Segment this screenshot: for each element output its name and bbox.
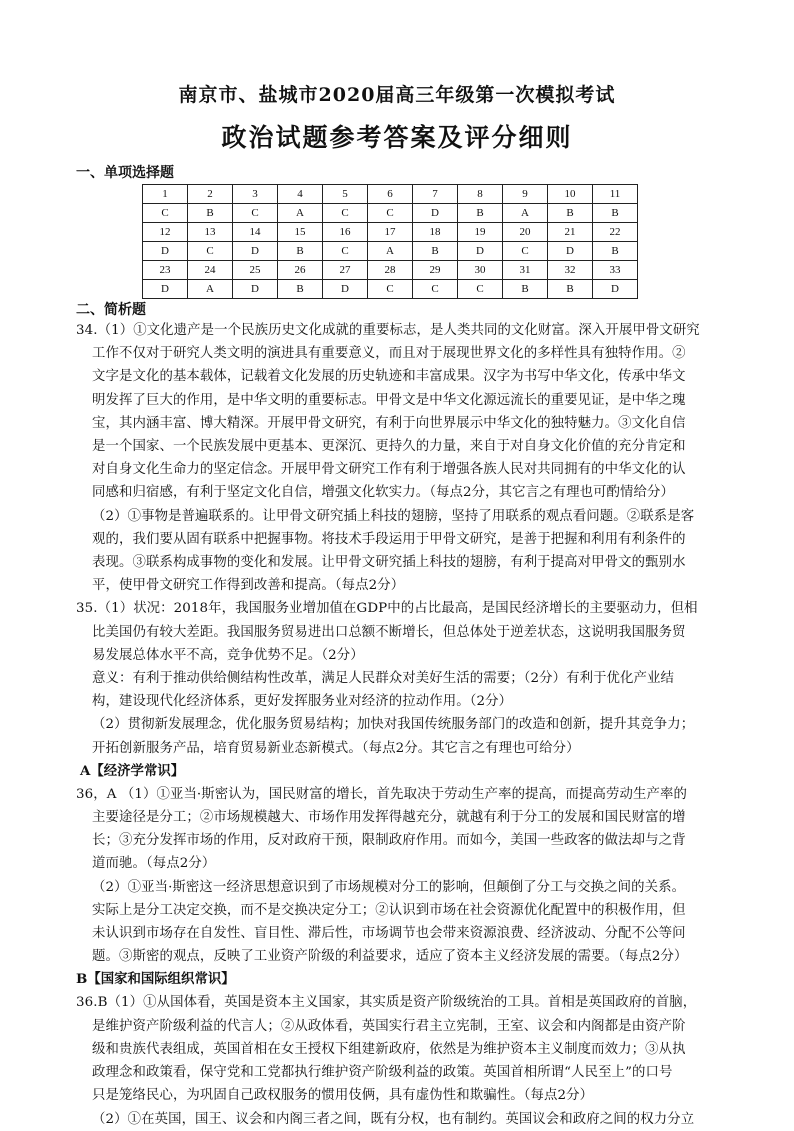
text-line: 政理念和政策看，保守党和工党都执行维护资产阶级利益的政策。英国首相所谓“人民至上”的口号: [92, 1065, 673, 1081]
answer-cell: C: [323, 242, 368, 261]
question-number-cell: 20: [503, 223, 548, 242]
question-number-cell: 3: [233, 185, 278, 204]
answer-cell: D: [233, 242, 278, 261]
question-number-cell: 17: [368, 223, 413, 242]
question-number-cell: 28: [368, 261, 413, 280]
answer-cell: D: [413, 204, 458, 223]
answer-cell: A: [503, 204, 548, 223]
question-number-cell: 13: [188, 223, 233, 242]
question-number-cell: 29: [413, 261, 458, 280]
question-number-cell: 19: [458, 223, 503, 242]
text-line: 未认识到市场存在自发性、盲目性、滞后性，市场调节也会带来资源浪费、经济波动、分配不公等问: [92, 926, 686, 942]
answer-cell: B: [548, 204, 593, 223]
answer-cell: A: [278, 204, 323, 223]
section1-heading: 一、单项选择题: [76, 165, 174, 181]
text-line: 实际上是分工决定交换，而不是交换决定分工；②认识到市场在社会资源优化配置中的积极作用，但: [92, 902, 686, 918]
question-number-cell: 31: [503, 261, 548, 280]
text-line: 36.B（1）①从国体看，英国是资本主义国家，其实质是资产阶级统治的工具。首相是英国政府的首脑，: [76, 995, 697, 1011]
exam-title: 南京市、盐城市2020届高三年级第一次模拟考试: [178, 84, 616, 106]
answer-cell: D: [593, 280, 638, 299]
answer-cell: B: [278, 280, 323, 299]
question-number-cell: 30: [458, 261, 503, 280]
answer-cell: C: [503, 242, 548, 261]
answer-cell: D: [323, 280, 368, 299]
question-number-cell: 16: [323, 223, 368, 242]
question-number-cell: 27: [323, 261, 368, 280]
answer-cell: C: [413, 280, 458, 299]
answer-cell: C: [188, 242, 233, 261]
question-number-cell: 15: [278, 223, 323, 242]
text-line: （2）①亚当·斯密这一经济思想意识到了市场规模对分工的影响，但颠倒了分工与交换之间的关系。: [92, 879, 686, 895]
text-line: 是一个国家、一个民族发展中更基本、更深沉、更持久的力量，来自于对自身文化价值的充分肯定和: [92, 439, 686, 455]
text-line: 道而驰。（每点2分）: [92, 856, 216, 872]
answer-row: [143, 242, 638, 261]
question-number-cell: 9: [503, 185, 548, 204]
text-line: 长；③充分发挥市场的作用，反对政府干预，限制政府作用。而如今，美国一些政客的做法却与之背: [92, 833, 686, 849]
text-line: 平，使甲骨文研究工作得到改善和提高。（每点2分）: [92, 578, 405, 594]
answer-cell: B: [458, 204, 503, 223]
text-line: 文字是文化的基本载体，记载着文化发展的历史轨迹和丰富成果。汉字为书写中华文化，传承中华文: [92, 369, 686, 385]
answer-cell: B: [548, 280, 593, 299]
answer-cell: C: [233, 204, 278, 223]
question-number-cell: 6: [368, 185, 413, 204]
question-number-cell: 18: [413, 223, 458, 242]
text-line: 对自身文化生命力的坚定信念。开展甲骨文研究工作有利于增强各族人民对共同拥有的中华文化的认: [92, 462, 686, 478]
question-number-cell: 24: [188, 261, 233, 280]
text-line: 同感和归宿感，有利于坚定文化自信，增强文化软实力。（每点2分，其它言之有理也可酌情给分）: [92, 485, 675, 501]
text-line: 题。③斯密的观点，反映了工业资产阶级的利益要求，适应了资本主义经济发展的需要。（每点2分）: [92, 949, 688, 965]
question-number-cell: 25: [233, 261, 278, 280]
answer-cell: C: [458, 280, 503, 299]
question-number-cell: 21: [548, 223, 593, 242]
text-line: 易发展总体水平不高，竞争优势不足。（2分）: [92, 647, 364, 663]
answer-cell: A: [188, 280, 233, 299]
text-line: （2）贯彻新发展理念，优化服务贸易结构；加快对我国传统服务部门的改造和创新，提升其竞争力；: [92, 717, 695, 733]
text-line: 表现。③联系构成事物的变化和发展。让甲骨文研究插上科技的翅膀，有利于提高对甲骨文的甄别水: [92, 555, 686, 571]
question-number-row: [143, 185, 638, 204]
section2-heading: 二、简析题: [76, 302, 146, 318]
answer-cell: B: [278, 242, 323, 261]
question-number-cell: 22: [593, 223, 638, 242]
answer-cell: C: [323, 204, 368, 223]
answer-cell: B: [593, 204, 638, 223]
question-number-cell: 11: [593, 185, 638, 204]
answer-row: [143, 280, 638, 299]
section2-body: [76, 319, 718, 760]
answer-cell: C: [143, 204, 188, 223]
answer-cell: D: [143, 280, 188, 299]
sectionA-body: [76, 783, 718, 969]
question-number-cell: 14: [233, 223, 278, 242]
question-number-cell: 26: [278, 261, 323, 280]
question-number-cell: 2: [188, 185, 233, 204]
question-number-cell: 8: [458, 185, 503, 204]
answer-cell: D: [233, 280, 278, 299]
question-number-cell: 23: [143, 261, 188, 280]
text-line: 意义：有利于推动供给侧结构性改革，满足人民群众对美好生活的需要；（2分）有利于优化产业结: [92, 671, 675, 687]
sectionA-heading: A【经济学常识】: [80, 762, 185, 779]
question-number-cell: 12: [143, 223, 188, 242]
answer-cell: B: [188, 204, 233, 223]
answer-cell: B: [593, 242, 638, 261]
answer-row: [143, 204, 638, 223]
answer-cell: A: [368, 242, 413, 261]
text-line: 36，A （1）①亚当·斯密认为，国民财富的增长，首先取决于劳动生产率的提高，而提高劳动生产率的: [76, 786, 687, 802]
answer-cell: C: [368, 204, 413, 223]
text-line: 宝，其内涵丰富、博大精深。开展甲骨文研究，有利于向世界展示中华文化的独特魅力。③文化自信: [92, 415, 686, 431]
answer-table: [142, 184, 638, 299]
text-line: 是维护资产阶级利益的代言人；②从政体看，英国实行君主立宪制，王室、议会和内阁都是由资产阶: [92, 1018, 686, 1034]
answer-cell: C: [368, 280, 413, 299]
question-number-cell: 32: [548, 261, 593, 280]
text-line: 明发挥了巨大的作用，是中华文明的重要标志。甲骨文是中华文化源远流长的重要见证，是中华之瑰: [92, 392, 686, 408]
question-number-row: [143, 261, 638, 280]
text-line: 开拓创新服务产品，培育贸易新业态新模式。（每点2分。其它言之有理也可给分）: [92, 740, 580, 756]
question-number-cell: 4: [278, 185, 323, 204]
question-number-cell: 7: [413, 185, 458, 204]
answer-cell: D: [548, 242, 593, 261]
question-number-cell: 33: [593, 261, 638, 280]
answer-cell: B: [503, 280, 548, 299]
text-line: 工作不仅对于研究人类文明的演进具有重要意义，而且对于展现世界文化的多样性具有独特作用。②: [92, 346, 686, 362]
question-number-cell: 10: [548, 185, 593, 204]
question-number-row: [143, 223, 638, 242]
text-line: 主要途径是分工；②市场规模越大、市场作用发挥得越充分，就越有利于分工的发展和国民财富的增: [92, 810, 686, 826]
text-line: 级和贵族代表组成，英国首相在女王授权下组建新政府，依然是为维护资本主义制度而效力；③从执: [92, 1041, 686, 1057]
text-line: （2）①事物是普遍联系的。让甲骨文研究插上科技的翅膀，坚持了用联系的观点看问题。②联系是客: [92, 508, 695, 524]
question-number-cell: 5: [323, 185, 368, 204]
text-line: 34.（1）①文化遗产是一个民族历史文化成就的重要标志，是人类共同的文化财富。深入开展甲骨文研究: [76, 323, 700, 338]
text-line: 观的，我们要从固有联系中把握事物。将技术手段运用于甲骨文研究，是善于把握和利用有利条件的: [92, 531, 686, 547]
text-line: 35.（1）状况：2018年，我国服务业增加值在GDP中的占比最高，是国民经济增长的主要驱动力，但相: [76, 601, 698, 617]
answer-cell: D: [143, 242, 188, 261]
answer-cell: D: [458, 242, 503, 261]
sectionB-heading: B【国家和国际组织常识】: [76, 971, 235, 988]
text-line: （2）①在英国，国王、议会和内阁三者之间，既有分权，也有制约。英国议会和政府之间的权力分立: [92, 1111, 695, 1127]
question-number-cell: 1: [143, 185, 188, 204]
text-line: 构，建设现代化经济体系，更好发挥服务业对经济的拉动作用。（2分）: [92, 694, 513, 710]
answer-cell: B: [413, 242, 458, 261]
text-line: 只是笼络民心，为巩固自己政权服务的惯用伎俩，具有虚伪性和欺骗性。（每点2分）: [92, 1088, 594, 1104]
sectionB-body: [76, 991, 718, 1130]
text-line: 比美国仍有较大差距。我国服务贸易进出口总额不断增长，但总体处于逆差状态，这说明我国服务贸: [92, 624, 686, 640]
document-title: 政治试题参考答案及评分细则: [221, 123, 573, 152]
